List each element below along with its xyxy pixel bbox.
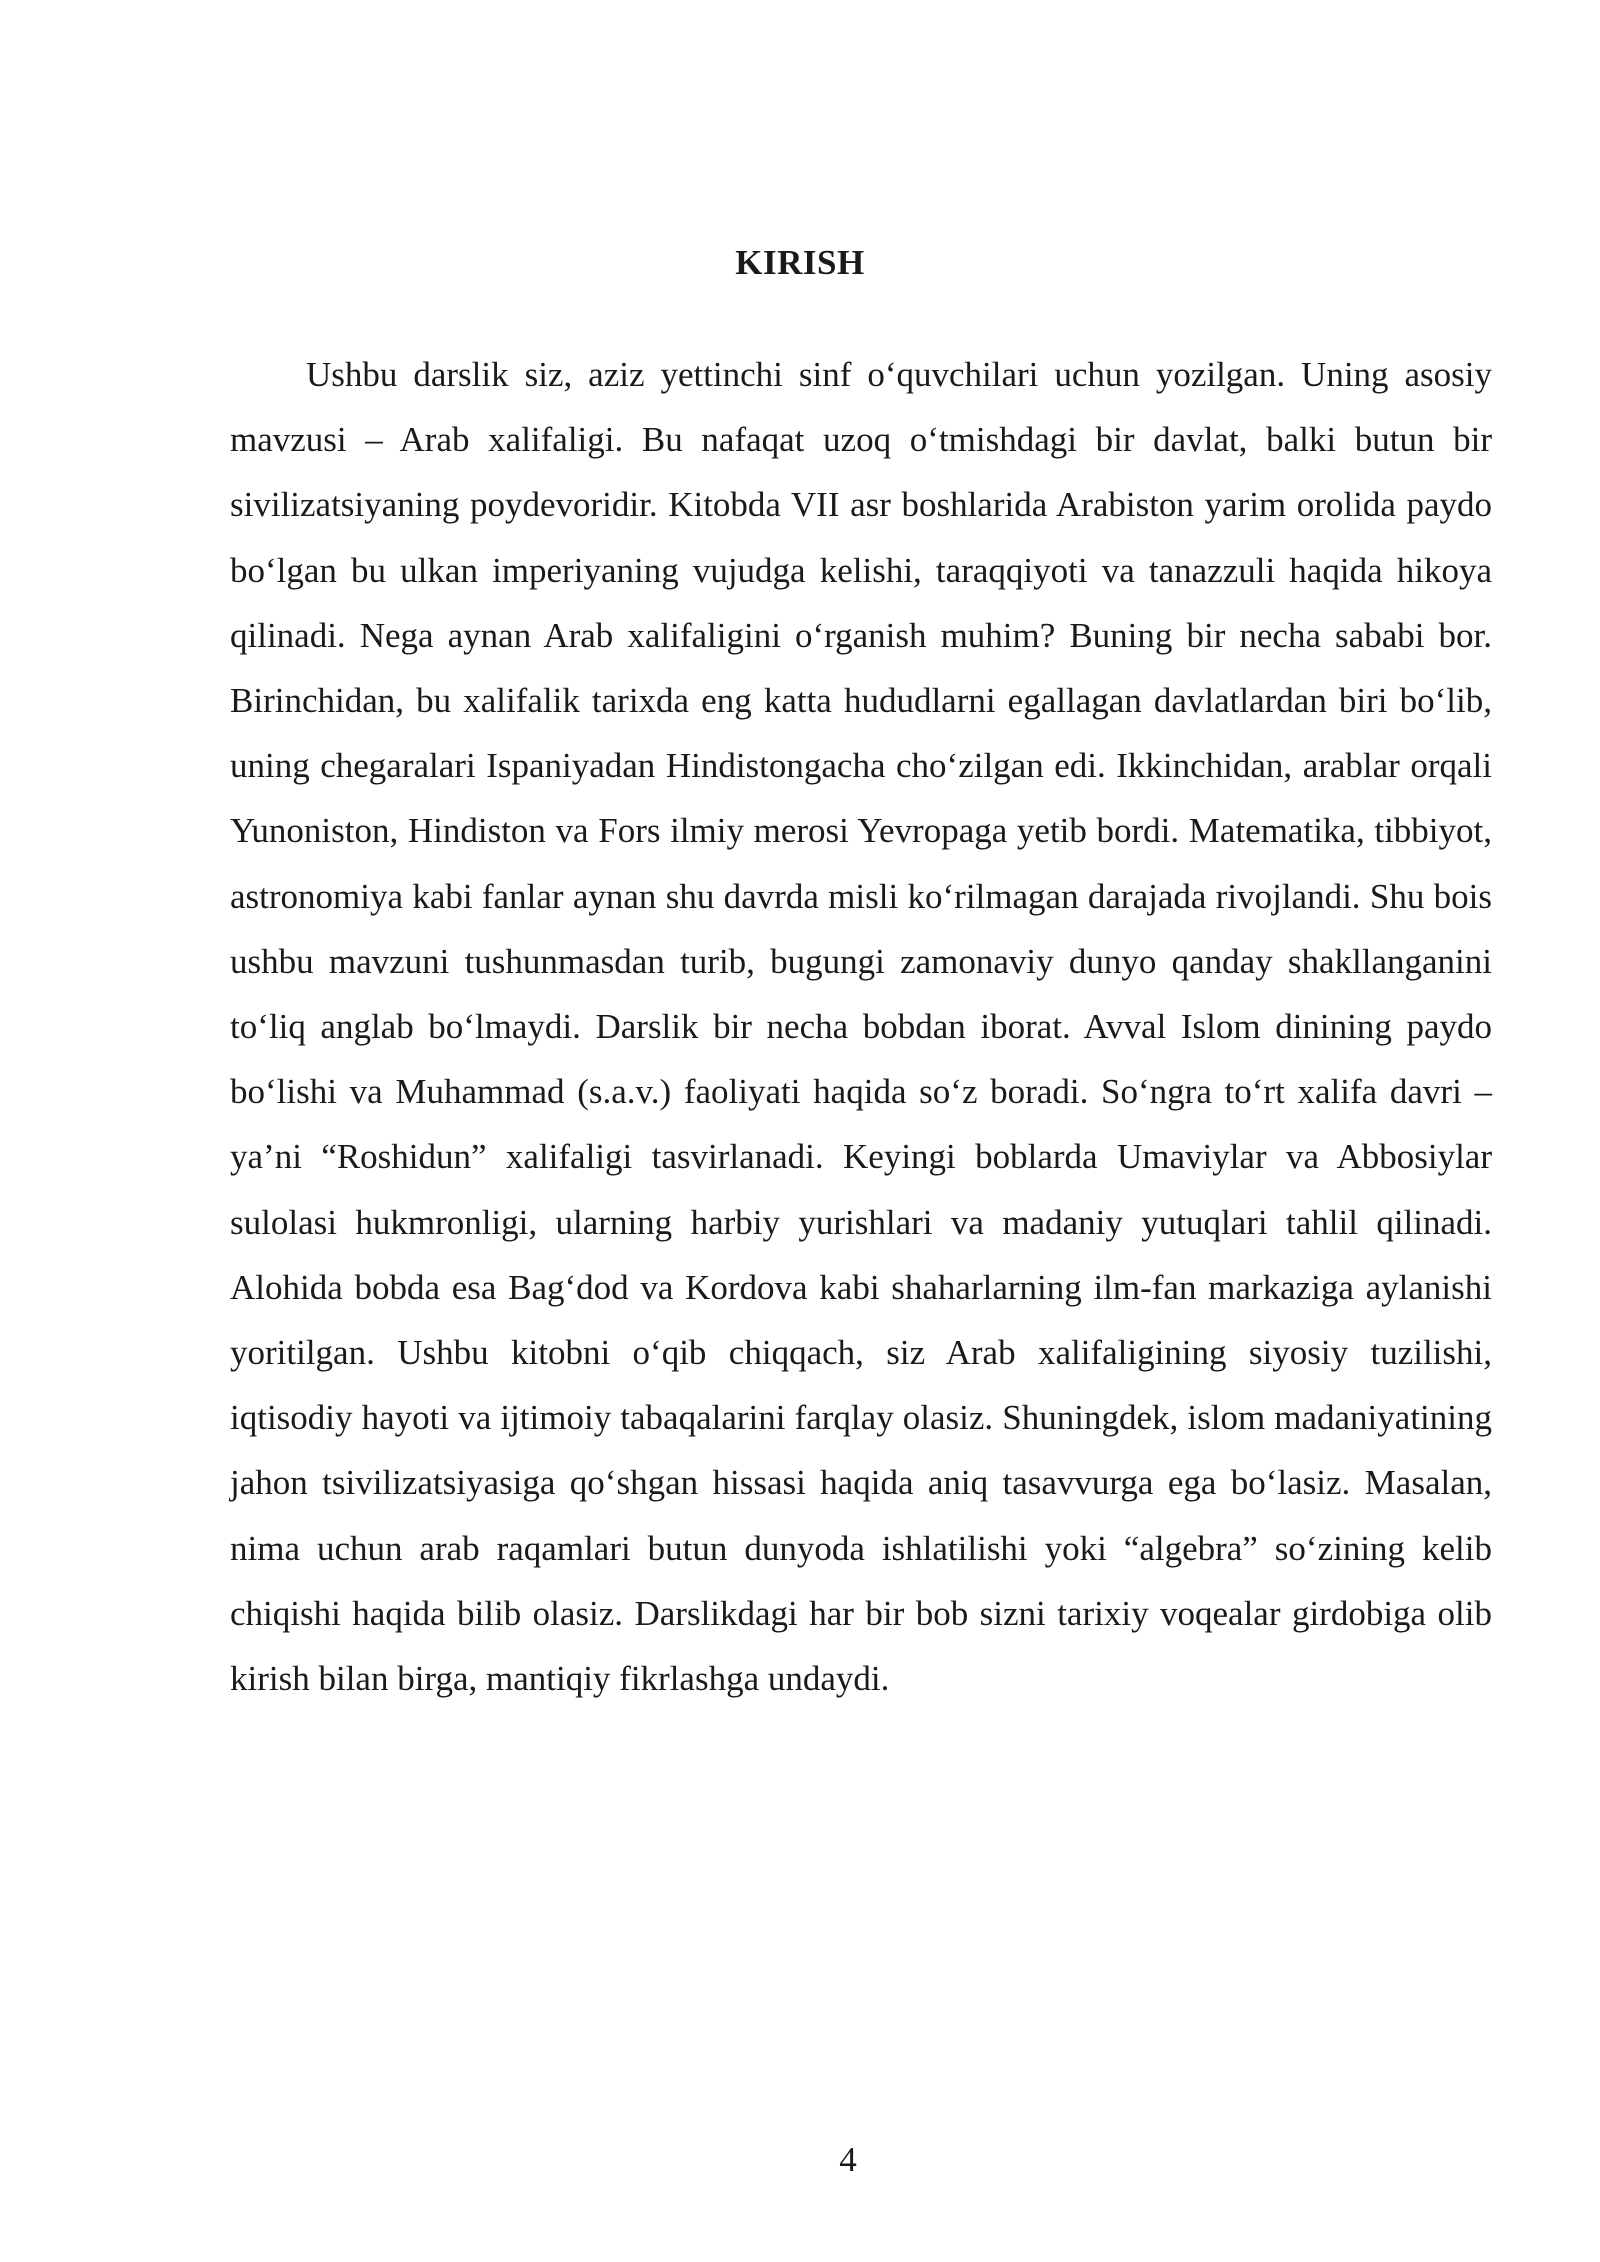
body-paragraph: Ushbu darslik siz, aziz yettinchi sinf o‘quvchilari uchun yozilgan. Uning asosiy mavzusi – Arab xalifaligi. Bu nafaqat uzoq o‘tmishdagi bir davlat, balki butun bir sivilizatsiyaning poydevoridir. Kitobda VII asr boshlarida Arabiston yarim orolida paydo bo‘lgan bu ulkan imperiyaning vujudga kelishi, taraqqiyoti va tanazzuli haqida hikoya qilinadi. Nega aynan Arab xalifaligini o‘rganish muhim? Buning bir necha sababi bor. Birinchidan, bu xalifalik tarixda eng katta hududlarni egallagan davlatlardan biri bo‘lib, uning chegaralari Ispaniyadan Hindistongacha cho‘zilgan edi. Ikkinchidan, arablar orqali Yunoniston, Hindiston va Fors ilmiy merosi Yevropaga yetib bordi. Matematika, tibbiyot, astronomiya kabi fanlar aynan shu davrda misli ko‘rilmagan darajada rivojlandi. Shu bois ushbu mavzuni tushunmasdan turib, bugungi zamonaviy dunyo qanday shakllanganini to‘liq anglab bo‘lmaydi. Darslik bir necha bobdan iborat. Avval Islom dinining paydo bo‘lishi va Muhammad (s.a.v.) faoliyati haqida so‘z boradi. So‘ngra to‘rt xalifa davri – ya’ni “Roshidun” xalifaligi tasvirlanadi. Keyingi boblarda Umaviylar va Abbosiylar sulolasi hukmronligi, ularning harbiy yurishlari va madaniy yutuqlari tahlil qilinadi. Alohida bobda esa Bag‘dod va Kordova kabi shaharlarning ilm-fan markaziga aylanishi yoritilgan. Ushbu kitobni o‘qib chiqqach, siz Arab xalifaligining siyosiy tuzilishi, iqtisodiy hayoti va ijtimoiy tabaqalarini farqlay olasiz. Shuningdek, islom madaniyatining jahon tsivilizatsiyasiga qo‘shgan hissasi haqida aniq tasavvurga ega bo‘lasiz. Masalan, nima uchun arab raqamlari butun dunyoda ishlatilishi yoki “algebra” so‘zining kelib chiqishi haqida bilib olasiz. Darslikdagi har bir bob sizni tarixiy voqealar girdobiga olib kirish bilan birga, mantiqiy fikrlashga undaydi. [230, 355, 1492, 1699]
page-number: 4 [839, 2140, 857, 2179]
page-title: KIRISH [735, 243, 865, 283]
